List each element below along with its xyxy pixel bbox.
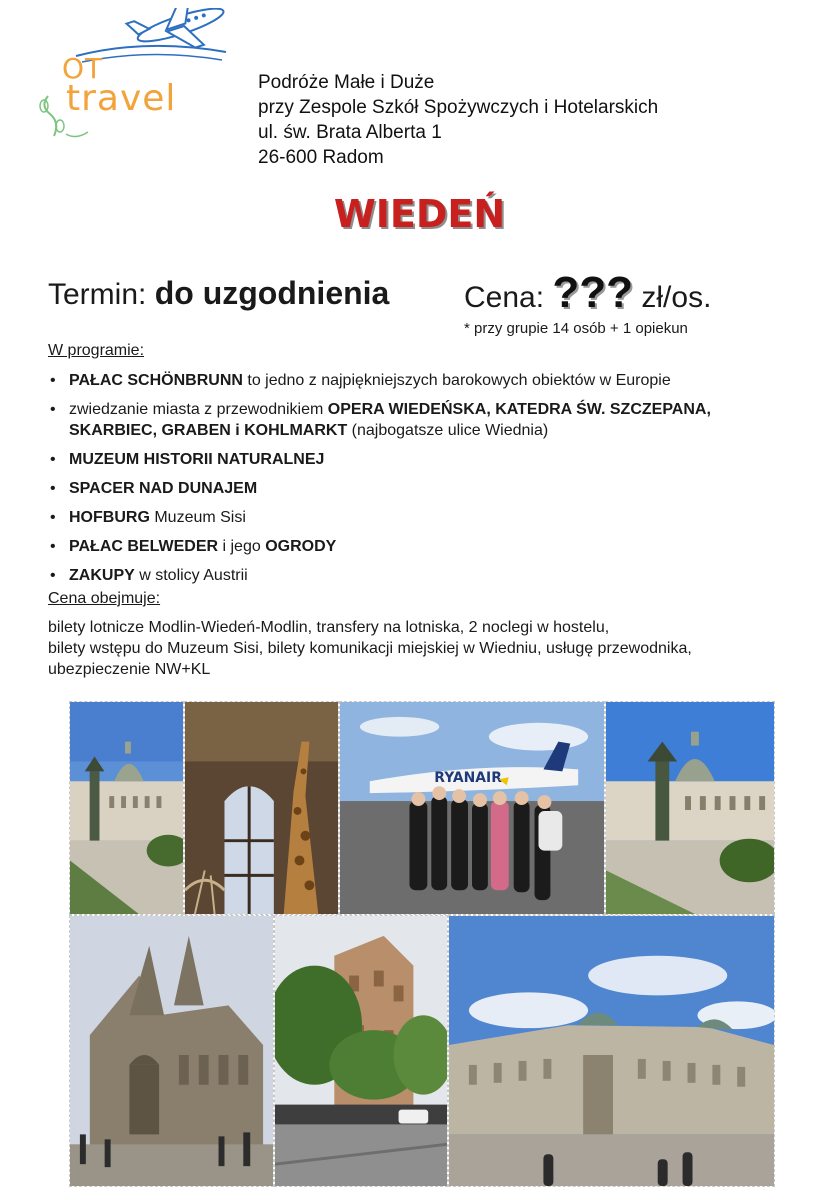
organizer-address [258, 70, 658, 170]
address-line-1: Podróże Małe i Duże [258, 72, 435, 93]
ot-travel-logo [36, 8, 236, 143]
item-text: to jedno z najpiękniejszych barokowych obiektów w Europie [242, 372, 671, 389]
list-item [48, 478, 798, 499]
address-line-4: 26-600 Radom [258, 147, 384, 168]
cena-unit: zł/os. [641, 281, 712, 314]
item-bold-2: OGRODY [265, 538, 337, 555]
page-title: WIEDEŃ [333, 192, 506, 236]
includes-line-1: bilety lotnicze Modlin-Wiedeń-Modlin, transfery na lotniska, 2 noclegi w hostelu, [48, 619, 610, 636]
list-item [48, 565, 798, 586]
trip-price [464, 268, 711, 318]
list-item [48, 370, 798, 391]
includes-heading: Cena obejmuje: [48, 590, 161, 607]
list-item [48, 399, 798, 441]
trip-date [48, 275, 389, 312]
item-bold: ZAKUPY [69, 567, 135, 584]
cena-label: Cena: [464, 281, 545, 314]
photo-museum-building [69, 701, 184, 915]
item-text: i jego [218, 538, 266, 555]
cena-value: ??? [552, 268, 634, 317]
airplane-livery: RYANAIR [434, 770, 502, 787]
address-line-2: przy Zespole Szkół Spożywczych i Hotelarskich [258, 97, 659, 118]
includes-line-2: bilety wstępu do Muzeum Sisi, bilety komunikacji miejskiej w Wiedniu, usługę przewodnika, [48, 640, 692, 657]
program-heading: W programie: [48, 342, 145, 359]
item-text: (najbogatsze ulice Wiednia) [347, 422, 549, 439]
price-note: * przy grupie 14 osób + 1 opiekun [464, 320, 688, 337]
photo-group-airplane [339, 701, 605, 915]
logo-travel-text: travel [66, 78, 177, 119]
photo-maria-theresa-square [605, 701, 775, 915]
photo-st-stephens-cathedral [69, 915, 274, 1187]
item-bold: HOFBURG [69, 509, 150, 526]
item-pre: zwiedzanie miasta z przewodnikiem [69, 401, 328, 418]
termin-value: do uzgodnienia [154, 275, 390, 311]
photo-museum-interior-giraffe [184, 701, 339, 915]
list-item [48, 507, 798, 528]
item-bold: OPERA WIEDEŃSKA, KATEDRA ŚW. SZCZEPANA, SKARBIEC, GRABEN i KOHLMARKT [69, 401, 711, 439]
list-item [48, 449, 798, 470]
item-bold: PAŁAC BELWEDER [69, 538, 219, 555]
photo-hundertwasser-house [274, 915, 448, 1187]
item-bold: SPACER NAD DUNAJEM [69, 480, 258, 497]
termin-label: Termin: [48, 278, 147, 311]
item-text: w stolicy Austrii [134, 567, 248, 584]
item-text: Muzeum Sisi [149, 509, 246, 526]
item-bold: MUZEUM HISTORII NATURALNEJ [69, 451, 325, 468]
includes-line-3: ubezpieczenie NW+KL [48, 661, 211, 678]
program-list [48, 370, 798, 594]
photo-hofburg-palace [448, 915, 775, 1187]
price-includes [48, 617, 808, 680]
address-line-3: ul. św. Brata Alberta 1 [258, 122, 442, 143]
logo-ot-text: OT [62, 52, 104, 85]
item-bold: PAŁAC SCHÖNBRUNN [69, 372, 243, 389]
list-item [48, 536, 798, 557]
